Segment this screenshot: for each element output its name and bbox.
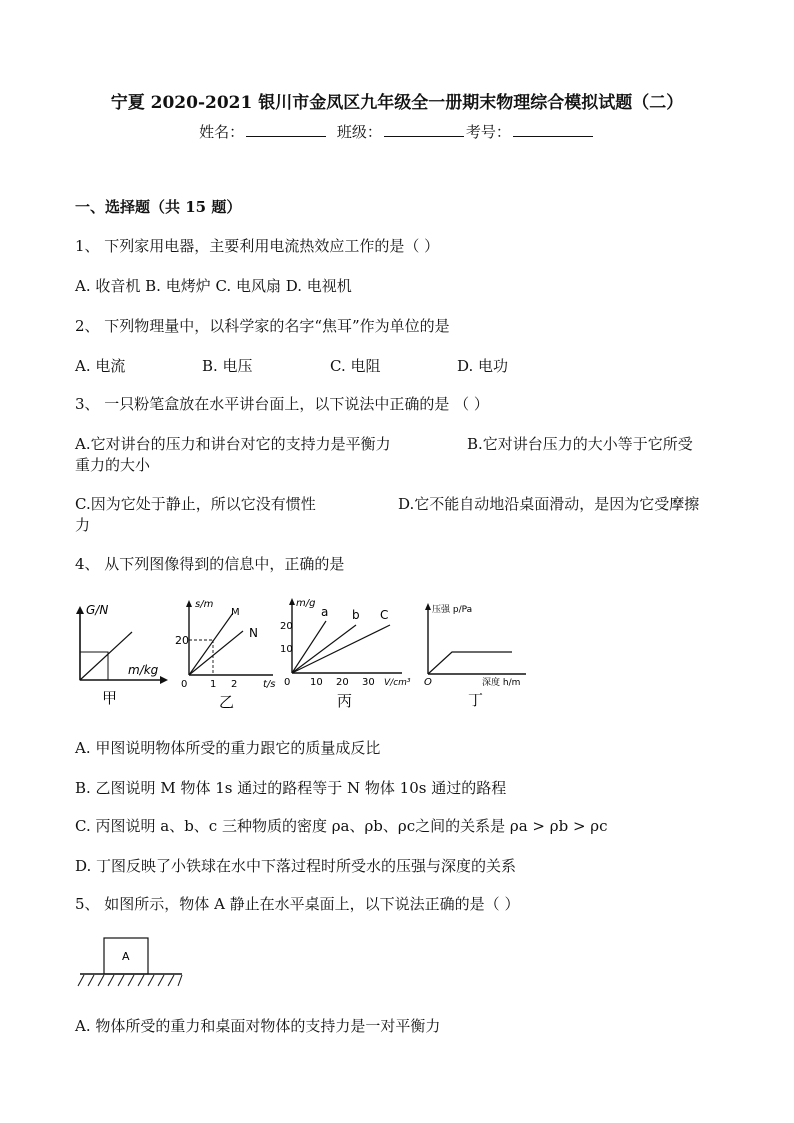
page-title: 宁夏 2020-2021 银川市金凤区九年级全一册期末物理综合模拟试题（二） <box>110 93 684 113</box>
yi-caption: 乙 <box>219 693 235 711</box>
student-info-line <box>0 121 794 142</box>
bing-origin: 0 <box>284 677 291 688</box>
q3-stem: 3、 一只粉笔盒放在水平讲台面上，以下说法中正确的是 （ ） <box>75 395 489 413</box>
q3-option-d: D.它不能自动地沿桌面滑动，是因为它受摩擦 <box>398 495 700 513</box>
ding-caption: 丁 <box>468 691 484 709</box>
section-heading: 一、选择题（共 15 题） <box>75 198 242 216</box>
bing-ylabel: m/g <box>296 598 316 609</box>
name-blank[interactable] <box>246 123 326 137</box>
q3-option-b-cont: 重力的大小 <box>75 456 151 474</box>
ding-xlabel: 深度 h/m <box>482 678 521 688</box>
class-label: 班级： <box>336 123 382 141</box>
q3-option-b: B.它对讲台压力的大小等于它所受 <box>467 435 693 453</box>
q2-option-a: A. 电流 <box>75 357 126 375</box>
block-label: A <box>122 950 130 963</box>
bing-xtick-30: 30 <box>362 677 375 688</box>
ding-ylabel: 压强 p/Pa <box>432 605 473 615</box>
jia-xlabel: m/kg <box>128 663 159 677</box>
exam-no-blank[interactable] <box>513 123 593 137</box>
bing-ytick-10: 10 <box>280 644 293 655</box>
yi-origin: 0 <box>181 679 188 690</box>
yi-xtick-2: 2 <box>231 679 238 690</box>
yi-line-n: N <box>249 626 258 640</box>
q1-options: A. 收音机 B. 电烤炉 C. 电风扇 D. 电视机 <box>75 277 352 295</box>
bing-xtick-10: 10 <box>310 677 323 688</box>
q2-option-c: C. 电阻 <box>330 357 381 375</box>
q5-stem: 5、 如图所示，物体 A 静止在水平桌面上，以下说法正确的是（ ） <box>75 895 520 913</box>
bing-ytick-20: 20 <box>280 621 293 632</box>
q4-option-d: D. 丁图反映了小铁球在水中下落过程时所受水的压强与深度的关系 <box>75 857 517 875</box>
q5-option-a: A. 物体所受的重力和桌面对物体的支持力是一对平衡力 <box>75 1017 441 1035</box>
figure-ding <box>420 600 535 712</box>
ding-origin: O <box>424 677 432 688</box>
q3-option-c: C.因为它处于静止，所以它没有惯性 <box>75 495 316 513</box>
bing-line-c: C <box>380 608 389 622</box>
yi-ytick: 20 <box>175 634 189 647</box>
q4-option-c: C. 丙图说明 a、b、c 三种物质的密度 ρa、ρb、ρc之间的关系是 ρa > ρb > ρc <box>75 817 608 835</box>
yi-xlabel: t/s <box>263 679 276 690</box>
q2-option-d: D. 电功 <box>457 357 509 375</box>
figure-jia <box>72 600 172 712</box>
figure-block-on-table <box>76 930 186 994</box>
jia-caption: 甲 <box>102 689 118 707</box>
yi-line-m: M <box>231 607 240 618</box>
bing-caption: 丙 <box>337 692 353 710</box>
q1-stem: 1、 下列家用电器，主要利用电流热效应工作的是（ ） <box>75 237 440 255</box>
bing-xlabel: V/cm³ <box>384 678 411 688</box>
class-blank[interactable] <box>384 123 464 137</box>
bing-line-a: a <box>321 605 329 619</box>
yi-xtick-1: 1 <box>210 679 217 690</box>
bing-line-b: b <box>352 608 360 622</box>
q2-stem: 2、 下列物理量中，以科学家的名字“焦耳”作为单位的是 <box>75 317 450 335</box>
bing-xtick-20: 20 <box>336 677 349 688</box>
q3-option-d-cont: 力 <box>75 516 91 534</box>
figure-yi <box>175 595 280 712</box>
q2-option-b: B. 电压 <box>202 357 253 375</box>
q4-stem: 4、 从下列图像得到的信息中，正确的是 <box>75 555 345 573</box>
figure-bing <box>280 595 415 712</box>
q4-option-a: A. 甲图说明物体所受的重力跟它的质量成反比 <box>75 739 381 757</box>
exam-no-label: 考号： <box>465 123 511 141</box>
q3-option-a: A.它对讲台的压力和讲台对它的支持力是平衡力 <box>75 435 391 453</box>
jia-ylabel: G/N <box>86 603 109 617</box>
name-label: 姓名： <box>199 123 245 141</box>
yi-ylabel: s/m <box>195 599 214 610</box>
q4-option-b: B. 乙图说明 M 物体 1s 通过的路程等于 N 物体 10s 通过的路程 <box>75 779 507 797</box>
